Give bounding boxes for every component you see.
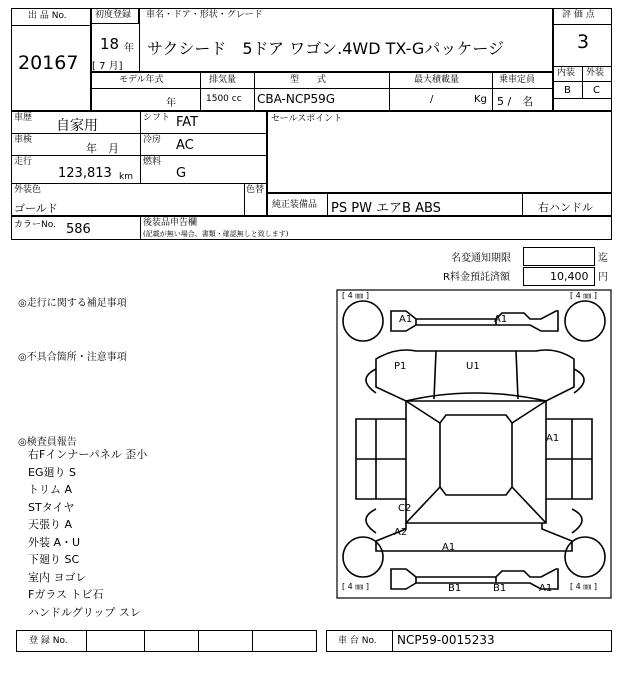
history-label: 車歴 (14, 113, 33, 123)
first-reg-label: 初度登録 (95, 10, 132, 20)
fuel: G (176, 166, 187, 181)
inspector-item: ハンドルグリップ スレ (28, 605, 141, 619)
repaint-label: 色替 (246, 185, 265, 195)
fuel-label: 燃料 (143, 157, 162, 167)
lot-no: 20167 (18, 52, 79, 74)
inspection-label: 車検 (14, 135, 33, 145)
mileage: 123,813 (58, 166, 112, 181)
inspection-value: 年 月 (86, 142, 119, 155)
year-unit: 年 (124, 43, 134, 54)
spec-div-4 (492, 72, 493, 111)
model-year-label: モデル年式 (119, 75, 164, 85)
mark-a1-rear-right: A1 (539, 583, 553, 594)
mark-a1-right-side: A1 (546, 433, 560, 444)
details-hline-1 (11, 133, 267, 134)
car-name: サクシード 5ドア ワゴン.4WD TX-Gパッケージ (147, 39, 505, 58)
defect-notes-label: ◎不具合箇所・注意事項 (18, 352, 127, 363)
capacity: 5 / 名 (497, 95, 534, 108)
chassis-div (392, 630, 393, 652)
inspector-item: トリム A (28, 483, 73, 496)
shift-label: シフト (143, 113, 171, 123)
max-load-sep: / (430, 94, 434, 105)
color-no-div (140, 216, 141, 240)
score-label: 評 価 点 (562, 10, 595, 20)
exterior-label: 外装 (586, 68, 605, 78)
tire-bl-label: [ 4 ㎜ ] (342, 582, 369, 591)
mark-a1-front-right: A1 (494, 314, 508, 325)
spec-div-1 (200, 72, 201, 111)
model-label: 型 式 (290, 75, 327, 85)
capacity-label: 乗車定員 (499, 75, 536, 85)
color-no: 586 (66, 222, 91, 237)
inspector-item: 天張り A (28, 518, 73, 531)
color-no-label: カラーNo. (14, 220, 56, 230)
details-hline-2 (11, 155, 267, 156)
lot-no-label: 出 品 No. (28, 11, 67, 21)
name-change-unit: 迄 (598, 253, 608, 264)
displacement: 1500 cc (206, 94, 242, 104)
mark-b1-right: B1 (493, 583, 507, 594)
name-change-box (523, 247, 595, 266)
model: CBA-NCP59G (257, 92, 336, 106)
mark-a2: A2 (394, 527, 408, 538)
tire-br-label: [ 4 ㎜ ] (570, 582, 597, 591)
recycle-value: 10,400 (550, 270, 589, 283)
displacement-label: 排気量 (209, 75, 237, 85)
details-hline-3 (11, 183, 267, 184)
month: [ 7 月] (92, 61, 123, 72)
car-damage-diagram (336, 289, 612, 599)
equipment-label: 純正装備品 (272, 200, 318, 210)
reg-no-div-2 (144, 630, 145, 652)
equipment-div (327, 193, 328, 216)
mark-p1: P1 (394, 361, 407, 372)
aftermarket-label: 後装品申告欄 (143, 218, 198, 228)
inspector-report-label: ◎検査員報告 (18, 437, 77, 448)
color-no-box (11, 216, 612, 240)
mark-b1-left: B1 (448, 583, 462, 594)
inspector-report-list (28, 446, 147, 621)
recycle-label: R料金預託済額 (443, 272, 510, 283)
inspector-item: 右Fインナーパネル 歪小 (28, 448, 148, 461)
reg-no-label: 登 録 No. (29, 636, 68, 646)
interior-grade: B (564, 85, 571, 96)
inspector-item: Fガラス トビ石 (28, 588, 104, 601)
details-repaint-div (244, 183, 245, 216)
model-year-unit: 年 (166, 98, 176, 109)
sales-point-label: セールスポイント (271, 114, 343, 124)
mileage-unit: km (119, 172, 133, 182)
mark-c2: C2 (398, 503, 412, 514)
steering-div (522, 193, 523, 216)
car-name-label: 車名・ドア・形状・グレード (146, 10, 263, 20)
exterior-grade: C (593, 85, 600, 96)
aftermarket-note: (記載が無い場合、書類・確認無しと致します) (143, 230, 289, 238)
first-reg-divider (139, 8, 140, 72)
recycle-unit: 円 (598, 272, 608, 283)
reg-no-div-4 (252, 630, 253, 652)
shift: FAT (176, 115, 199, 130)
ac-label: 冷房 (143, 135, 162, 145)
max-load-unit: Kg (474, 94, 487, 105)
spec-div-2 (254, 72, 255, 111)
tire-tl-label: [ 4 ㎜ ] (342, 291, 369, 300)
mileage-label: 走行 (14, 157, 33, 167)
reg-no-div-1 (86, 630, 87, 652)
color: ゴールド (14, 202, 58, 215)
inspector-item: STタイヤ (28, 500, 75, 514)
mark-a1-front-left: A1 (399, 314, 413, 325)
inspector-item: 室内 ヨゴレ (28, 570, 87, 584)
history: 自家用 (56, 118, 98, 134)
color-label: 外装色 (14, 185, 42, 195)
reg-no-div-3 (198, 630, 199, 652)
year: 18 (100, 35, 120, 53)
tire-tr-label: [ 4 ㎜ ] (570, 291, 597, 300)
score: 3 (577, 31, 590, 53)
spec-div-3 (389, 72, 390, 111)
inspector-item: EG廻り S (28, 465, 76, 479)
max-load-label: 最大積載量 (414, 75, 460, 85)
interior-label: 内装 (557, 68, 576, 78)
chassis-label: 車 台 No. (338, 636, 377, 646)
name-change-label: 名変通知期限 (451, 253, 511, 264)
chassis-no: NCP59-0015233 (397, 633, 495, 647)
inspector-item: 外装 A・U (28, 535, 81, 549)
mark-u1: U1 (466, 361, 480, 372)
ac: AC (176, 138, 194, 153)
steering: 右ハンドル (538, 201, 593, 214)
inspector-item: 下廻り SC (28, 553, 80, 566)
equipment: PS PW エアB ABS (331, 201, 441, 216)
details-mid-div (140, 111, 141, 183)
mark-a1-rear: A1 (442, 542, 456, 553)
driving-notes-label: ◎走行に関する補足事項 (18, 298, 127, 309)
